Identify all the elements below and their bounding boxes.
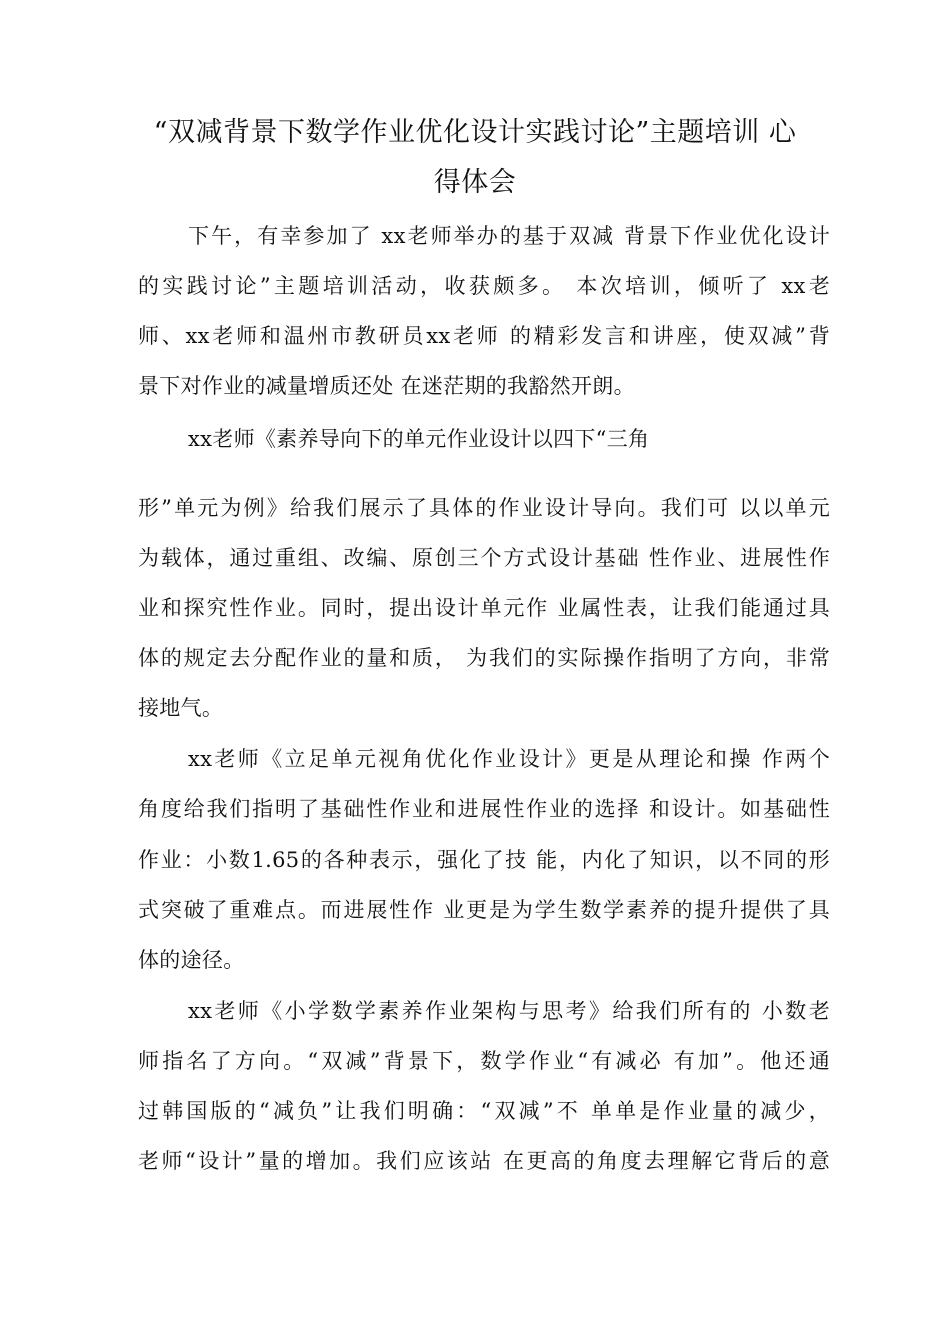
title-line: “双减背景下数学作业优化设计实践讨论”主题培训 心	[153, 117, 797, 148]
paragraph-line: 体的规定去分配作业的量和质， 为我们的实际操作指明了方向，非常	[138, 646, 830, 670]
paragraph-line: 形”单元为例》给我们展示了具体的作业设计导向。我们可 以以单元	[138, 496, 830, 520]
paragraph-line: 师指名了方向。“双减”背景下，数学作业“有减必 有加”。他还通	[138, 1049, 830, 1073]
title-line: 得体会	[433, 167, 517, 198]
paragraph-line: 角度给我们指明了基础性作业和进展性作业的选择 和设计。如基础性	[138, 797, 830, 821]
paragraph-line: 师、xx老师和温州市教研员xx老师 的精彩发言和讲座，使双减”背	[138, 324, 830, 348]
paragraph-line: 下午，有幸参加了 xx老师举办的基于双减 背景下作业优化设计	[188, 224, 830, 248]
paragraph-line: 业和探究性作业。同时，提出设计单元作 业属性表，让我们能通过具	[138, 596, 830, 620]
paragraph-line: 老师“设计”量的增加。我们应该站 在更高的角度去理解它背后的意	[138, 1149, 830, 1173]
paragraph-line: xx老师《小学数学素养作业架构与思考》给我们所有的 小数老	[188, 999, 830, 1023]
paragraph-line: 接地气。	[138, 696, 224, 720]
document-title	[120, 108, 830, 208]
paragraph-line: xx老师《素养导向下的单元作业设计以四下“三角	[188, 427, 650, 451]
paragraph-line: 的实践讨论”主题培训活动，收获颇多。 本次培训，倾听了 xx老	[138, 274, 830, 298]
paragraph-line: 作业：小数1.65的各种表示，强化了技 能，内化了知识，以不同的形	[138, 848, 830, 872]
paragraph-line: 式突破了重难点。而进展性作 业更是为学生数学素养的提升提供了具	[138, 898, 830, 922]
paragraph-line: 景下对作业的减量增质还处 在迷茫期的我豁然开朗。	[138, 374, 635, 398]
paragraph-line: xx老师《立足单元视角优化作业设计》更是从理论和操 作两个	[188, 747, 830, 771]
paragraph-line: 为载体，通过重组、改编、原创三个方式设计基础 性作业、进展性作	[138, 546, 830, 570]
paragraph-line: 过韩国版的“减负”让我们明确：“双减”不 单单是作业量的减少，	[138, 1099, 830, 1123]
paragraph-line: 体的途径。	[138, 948, 245, 972]
